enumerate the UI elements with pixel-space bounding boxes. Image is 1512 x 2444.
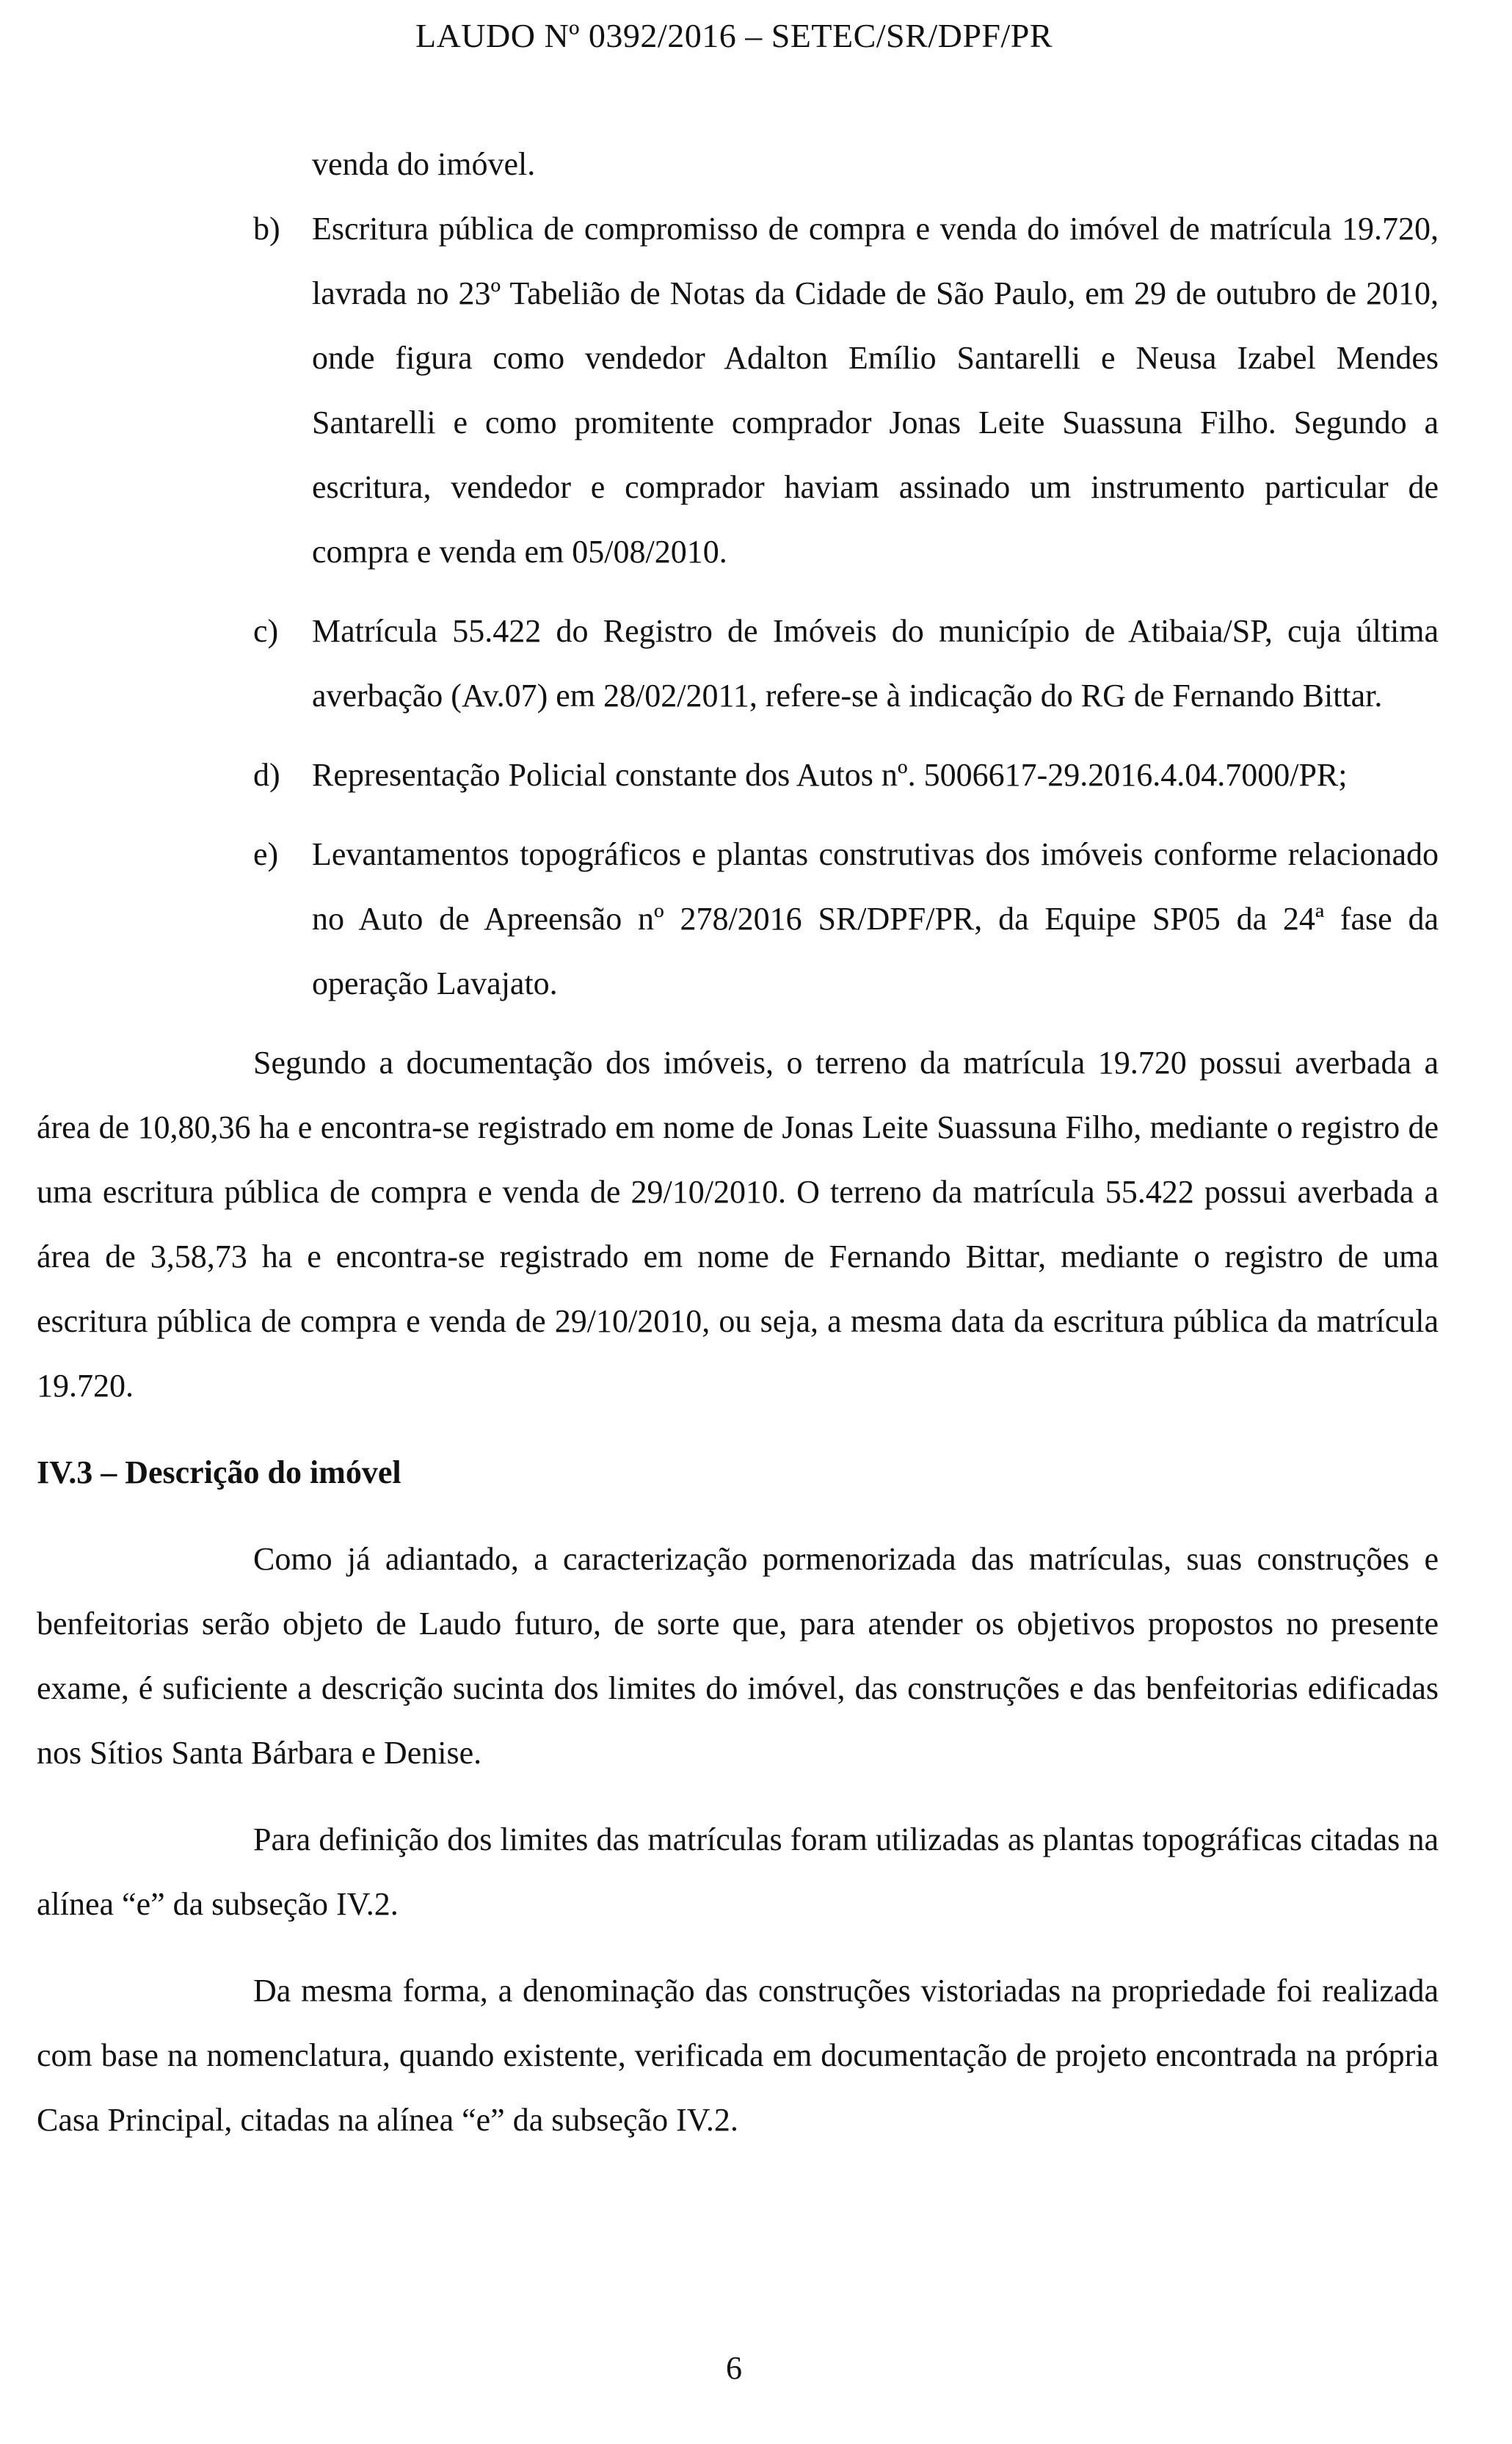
list-item-b [37, 197, 1439, 584]
section-paragraph: Da mesma forma, a denominação das construções vistoriadas na propriedade foi realizada com base na nomenclatura, quando existente, verificada em documentação de projeto encontrada na própria Casa Principal, citadas na alínea “e” da subseção IV.2. [37, 1973, 1439, 2138]
list-marker: c) [253, 613, 279, 649]
list-item-text: Levantamentos topográficos e plantas construtivas dos imóveis conforme relacionado no Auto de Apreensão nº 278/2016 SR/DPF/PR, da Equipe SP05 da 24ª fase da operação Lavajato. [312, 836, 1439, 1001]
list-item-text: Matrícula 55.422 do Registro de Imóveis do município de Atibaia/SP, cuja última averbação (Av.07) em 28/02/2011, refere-se à indicação do RG de Fernando Bittar. [312, 613, 1439, 714]
list-item-text: Escritura pública de compromisso de compra e venda do imóvel de matrícula 19.720, lavrada no 23º Tabelião de Notas da Cidade de São Paulo, em 29 de outubro de 2010, onde figura como vendedor Adalton Emílio Santarelli e Neusa Izabel Mendes Santarelli e como promitente comprador Jonas Leite Suassuna Filho. Segundo a escritura, vendedor e comprador haviam assinado um instrumento particular de compra e venda em 05/08/2010. [312, 211, 1439, 570]
list-marker: b) [253, 211, 280, 247]
paragraph-registry: Segundo a documentação dos imóveis, o terreno da matrícula 19.720 possui averbada a área de 10,80,36 ha e encontra-se registrado em nome de Jonas Leite Suassuna Filho, mediante o registro de uma escritura pública de compra e venda de 29/10/2010. O terreno da matrícula 55.422 possui averbada a área de 3,58,73 ha e encontra-se registrado em nome de Fernando Bittar, mediante o registro de uma escritura pública de compra e venda de 29/10/2010, ou seja, a mesma data da escritura pública da matrícula 19.720. [37, 1045, 1439, 1404]
list-continuation: venda do imóvel. [312, 146, 536, 182]
page-number: 6 [726, 2350, 742, 2386]
list-item-d [37, 743, 1439, 808]
list-marker: d) [253, 757, 280, 793]
section-heading: IV.3 – Descrição do imóvel [37, 1454, 401, 1490]
report-header: LAUDO Nº 0392/2016 – SETEC/SR/DPF/PR [415, 17, 1053, 54]
list-item-c [37, 599, 1439, 728]
section-paragraph: Como já adiantado, a caracterização pormenorizada das matrículas, suas construções e benfeitorias serão objeto de Laudo futuro, de sorte que, para atender os objetivos propostos no presente exame, é suficiente a descrição sucinta dos limites do imóvel, das construções e das benfeitorias edificadas nos Sítios Santa Bárbara e Denise. [37, 1541, 1439, 1771]
list-item-text: Representação Policial constante dos Autos nº. 5006617-29.2016.4.04.7000/PR; [312, 757, 1348, 793]
list-item-e [37, 822, 1439, 1016]
document-body [37, 132, 1439, 2175]
section-paragraph: Para definição dos limites das matrículas foram utilizadas as plantas topográficas citadas na alínea “e” da subseção IV.2. [37, 1821, 1439, 1922]
list-marker: e) [253, 836, 279, 872]
